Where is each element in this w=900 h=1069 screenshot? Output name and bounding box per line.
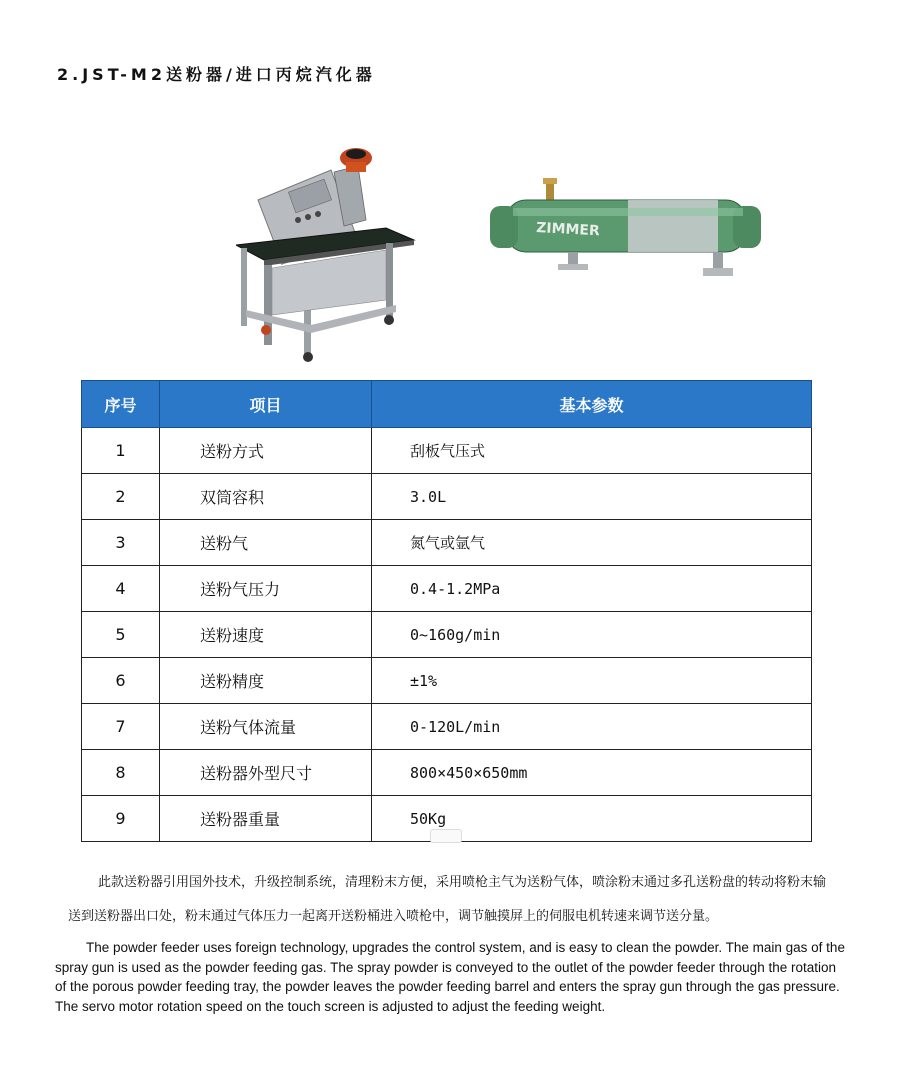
row-item: 送粉气	[160, 520, 372, 566]
header-serial: 序号	[82, 381, 160, 428]
table-row	[82, 428, 812, 474]
table-row	[82, 474, 812, 520]
page-title: 2.JST-M2送粉器/进口丙烷汽化器	[57, 65, 376, 84]
row-value: 3.0L	[372, 474, 812, 520]
table-header-row	[82, 381, 812, 428]
powder-feeder-image	[236, 140, 416, 365]
table-row	[82, 612, 812, 658]
row-value: 50Kg	[372, 796, 812, 842]
row-value: 刮板气压式	[372, 428, 812, 474]
row-value: 0-120L/min	[372, 704, 812, 750]
row-item: 送粉速度	[160, 612, 372, 658]
row-item: 双筒容积	[160, 474, 372, 520]
table-row	[82, 658, 812, 704]
row-item: 送粉气体流量	[160, 704, 372, 750]
header-item: 项目	[160, 381, 372, 428]
table-row	[82, 704, 812, 750]
row-serial: 6	[82, 658, 160, 704]
row-serial: 8	[82, 750, 160, 796]
row-serial: 4	[82, 566, 160, 612]
spec-table	[81, 380, 812, 842]
description-chinese	[68, 866, 838, 934]
table-row	[82, 520, 812, 566]
table-body	[82, 428, 812, 842]
row-item: 送粉器重量	[160, 796, 372, 842]
row-serial: 3	[82, 520, 160, 566]
header-parameter: 基本参数	[372, 381, 812, 428]
row-value: 800×450×650mm	[372, 750, 812, 796]
description-cn-text: 此款送粉器引用国外技术，升级控制系统，清理粉末方便，采用喷枪主气为送粉气体，喷涂粉末通过多孔送粉盘的转动将粉末输送到送粉器出口处，粉末通过气体压力一起离开送粉桶进入喷枪中，调节触摸屏上的伺服电机转速来调节送分量。	[68, 875, 827, 924]
propane-vaporizer-image	[488, 178, 763, 283]
row-value: 氮气或氩气	[372, 520, 812, 566]
row-serial: 5	[82, 612, 160, 658]
row-item: 送粉方式	[160, 428, 372, 474]
row-item: 送粉器外型尺寸	[160, 750, 372, 796]
row-serial: 7	[82, 704, 160, 750]
row-serial: 1	[82, 428, 160, 474]
row-value: 0~160g/min	[372, 612, 812, 658]
description-english	[55, 938, 850, 1016]
image-handle	[430, 829, 462, 843]
row-value: 0.4-1.2MPa	[372, 566, 812, 612]
row-item: 送粉气压力	[160, 566, 372, 612]
row-value: ±1%	[372, 658, 812, 704]
row-item: 送粉精度	[160, 658, 372, 704]
description-en-text: The powder feeder uses foreign technology, upgrades the control system, and is easy to clean the powder. The main gas of the spray gun is used as the powder feeding gas. The spray powder is conveyed to the outlet of the powder feeder through the rotation of the porous powder feeding tray, the powder leaves the powder feeding barrel and enters the spray gun through the gas pressure. The servo motor rotation speed on the touch screen is adjusted to adjust the feeding weight.	[55, 940, 845, 1014]
table-row	[82, 750, 812, 796]
row-serial: 9	[82, 796, 160, 842]
row-serial: 2	[82, 474, 160, 520]
table-row	[82, 566, 812, 612]
vaporizer-brand-label: ZIMMER	[535, 220, 601, 240]
